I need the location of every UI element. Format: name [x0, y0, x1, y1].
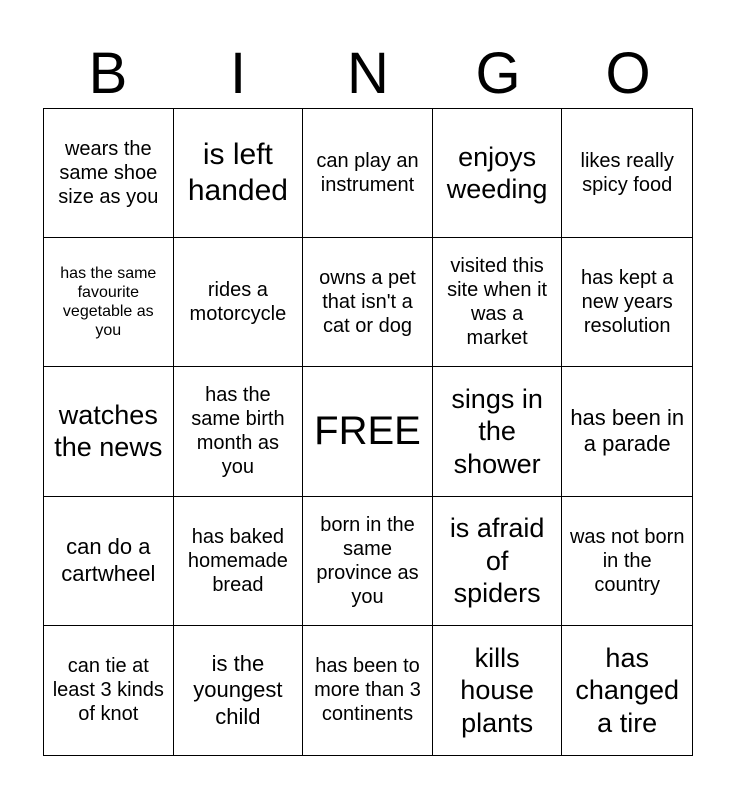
bingo-cell[interactable] [174, 626, 304, 755]
bingo-cell[interactable] [433, 367, 563, 496]
bingo-cell-text: was not born in the country [569, 525, 685, 596]
bingo-cell[interactable] [174, 497, 304, 626]
bingo-cell[interactable] [433, 238, 563, 367]
bingo-board [43, 108, 693, 756]
bingo-cell[interactable] [433, 626, 563, 755]
bingo-cell-text: can tie at least 3 kinds of knot [52, 655, 164, 726]
bingo-cell-text: has baked homemade bread [187, 525, 288, 596]
bingo-cell[interactable] [174, 238, 304, 367]
bingo-cell-text: watches the news [54, 400, 163, 463]
bingo-cell[interactable] [562, 109, 692, 238]
header-letter-g: G [475, 41, 521, 106]
bingo-cell[interactable] [303, 238, 433, 367]
bingo-cell[interactable] [303, 109, 433, 238]
bingo-cell[interactable] [303, 626, 433, 755]
bingo-cell[interactable] [44, 626, 174, 755]
bingo-cell-text: born in the same province as you [316, 513, 419, 608]
bingo-cell-text: can do a cartwheel [61, 534, 156, 586]
bingo-cell[interactable] [44, 109, 174, 238]
bingo-cell-text: visited this site when it was a market [447, 255, 548, 350]
header-letter-o: O [605, 41, 651, 106]
bingo-cell-text: has the same birth month as you [191, 384, 285, 479]
bingo-cell-text: is left handed [187, 138, 288, 208]
header-letter-n: N [347, 41, 389, 106]
bingo-cell-text: can play an instrument [316, 150, 419, 197]
bingo-cell[interactable] [174, 109, 304, 238]
bingo-cell[interactable] [562, 367, 692, 496]
bingo-cell-text: rides a motorcycle [189, 279, 287, 326]
bingo-cell[interactable] [562, 626, 692, 755]
bingo-cell[interactable] [44, 497, 174, 626]
bingo-cell-text: has kept a new years resolution [581, 267, 674, 338]
bingo-cell-text: is the youngest child [193, 650, 283, 729]
bingo-cell-text: enjoys weeding [446, 141, 548, 205]
bingo-cell-text: has changed a tire [575, 642, 679, 738]
bingo-cell[interactable] [433, 497, 563, 626]
bingo-cell[interactable] [303, 497, 433, 626]
bingo-header [43, 40, 693, 108]
bingo-cell-text: is afraid of spiders [449, 513, 545, 608]
bingo-cell[interactable] [44, 367, 174, 496]
bingo-cell-text: likes really spicy food [580, 150, 674, 197]
free-space-cell[interactable] [303, 367, 433, 496]
bingo-cell-text: wears the same shoe size as you [58, 138, 159, 209]
bingo-cell-text: has the same favourite vegetable as you [60, 264, 157, 340]
bingo-cell-text: has been in a parade [570, 405, 685, 457]
bingo-cell-text: sings in the shower [451, 383, 543, 479]
header-letter-b: B [88, 41, 128, 106]
bingo-cell[interactable] [174, 367, 304, 496]
bingo-cell-text: kills house plants [460, 642, 534, 738]
bingo-cell[interactable] [562, 497, 692, 626]
bingo-cell-text: has been to more than 3 continents [314, 655, 421, 726]
bingo-cell-text: FREE [314, 409, 421, 454]
bingo-cell[interactable] [44, 238, 174, 367]
header-letter-i: I [229, 41, 247, 106]
bingo-cell-text: owns a pet that isn't a cat or dog [319, 267, 416, 338]
bingo-cell[interactable] [562, 238, 692, 367]
bingo-cell[interactable] [433, 109, 563, 238]
